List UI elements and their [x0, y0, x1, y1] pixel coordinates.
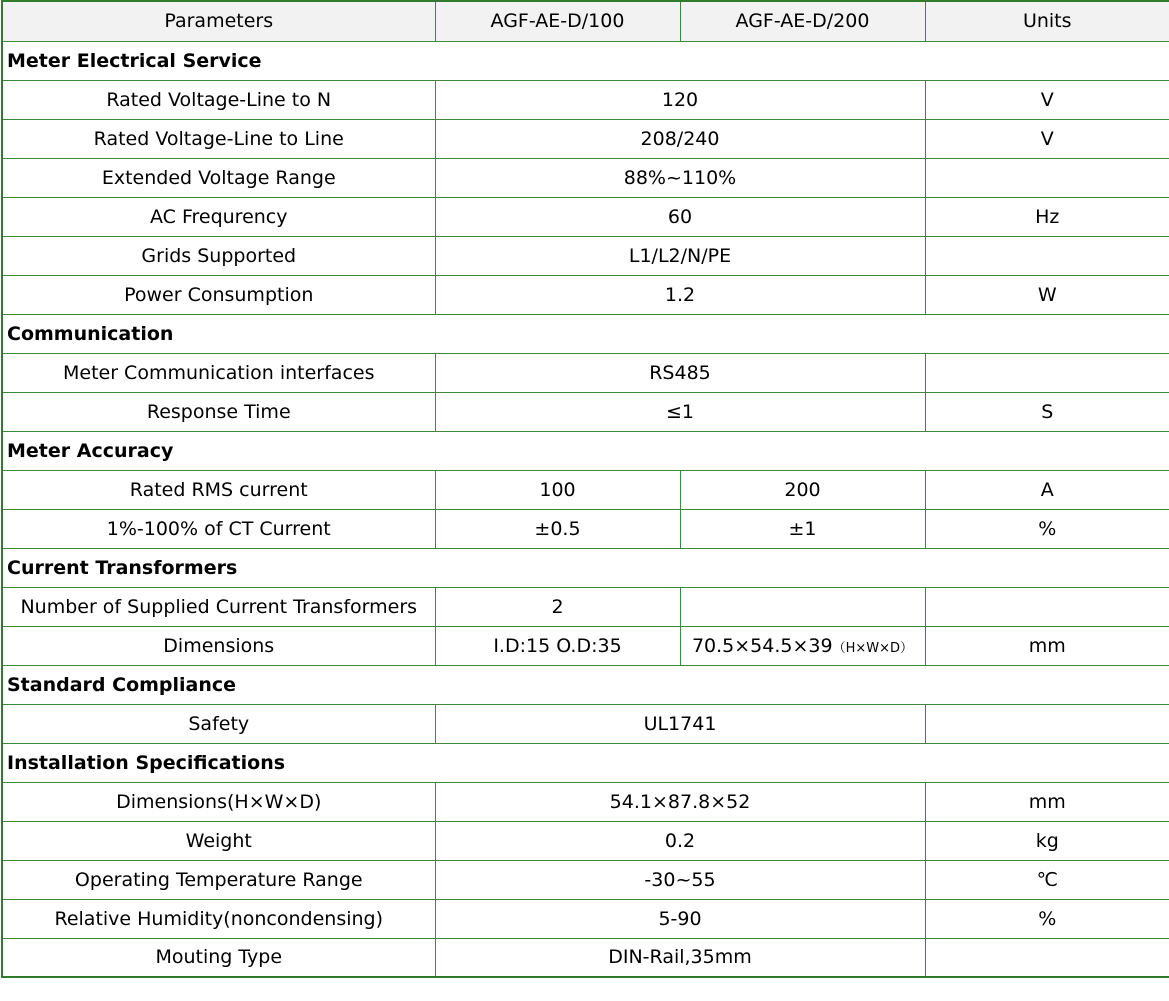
unit-cell: kg	[925, 821, 1169, 860]
unit-cell	[925, 236, 1169, 275]
table-row	[2, 197, 1169, 236]
param-cell: Relative Humidity(noncondensing)	[2, 899, 435, 938]
table-row	[2, 353, 1169, 392]
value-cell: -30~55	[435, 860, 925, 899]
value-cell: 0.2	[435, 821, 925, 860]
param-cell: Rated Voltage-Line to N	[2, 80, 435, 119]
spec-table	[1, 0, 1169, 978]
header-units: Units	[925, 1, 1169, 41]
table-row	[2, 158, 1169, 197]
value-cell: ≤1	[435, 392, 925, 431]
unit-cell: ℃	[925, 860, 1169, 899]
value-cell-100: 100	[435, 470, 680, 509]
param-cell: Rated RMS current	[2, 470, 435, 509]
section-row	[2, 665, 1169, 704]
value-cell-200: ±1	[680, 509, 925, 548]
param-cell: AC Frequrency	[2, 197, 435, 236]
value-cell: 60	[435, 197, 925, 236]
unit-cell: W	[925, 275, 1169, 314]
unit-cell: mm	[925, 626, 1169, 665]
param-cell: Safety	[2, 704, 435, 743]
value-cell-200	[680, 587, 925, 626]
section-title-communication: Communication	[2, 314, 1169, 353]
value-cell: 54.1×87.8×52	[435, 782, 925, 821]
ct-dimension-value: 70.5×54.5×39	[691, 634, 833, 657]
section-title-electrical: Meter Electrical Service	[2, 41, 1169, 80]
value-cell: UL1741	[435, 704, 925, 743]
ct-dimension-note: （H×W×D）	[832, 640, 914, 656]
table-row	[2, 782, 1169, 821]
param-cell: Dimensions(H×W×D)	[2, 782, 435, 821]
header-parameters: Parameters	[2, 1, 435, 41]
table-row	[2, 119, 1169, 158]
table-row	[2, 860, 1169, 899]
param-cell: Response Time	[2, 392, 435, 431]
param-cell: Extended Voltage Range	[2, 158, 435, 197]
table-row	[2, 821, 1169, 860]
section-title-ct: Current Transformers	[2, 548, 1169, 587]
table-row	[2, 626, 1169, 665]
param-cell: Meter Communication interfaces	[2, 353, 435, 392]
section-title-installation: Installation Specifications	[2, 743, 1169, 782]
section-row	[2, 743, 1169, 782]
unit-cell: A	[925, 470, 1169, 509]
section-row	[2, 548, 1169, 587]
header-model-200: AGF-AE-D/200	[680, 1, 925, 41]
unit-cell: %	[925, 509, 1169, 548]
param-cell: Grids Supported	[2, 236, 435, 275]
header-model-100: AGF-AE-D/100	[435, 1, 680, 41]
table-row	[2, 392, 1169, 431]
value-cell: L1/L2/N/PE	[435, 236, 925, 275]
value-cell: 1.2	[435, 275, 925, 314]
value-cell: 120	[435, 80, 925, 119]
unit-cell: %	[925, 899, 1169, 938]
table-row	[2, 275, 1169, 314]
table-row	[2, 236, 1169, 275]
value-cell: DIN-Rail,35mm	[435, 938, 925, 977]
param-cell: Weight	[2, 821, 435, 860]
unit-cell: Hz	[925, 197, 1169, 236]
param-cell: 1%-100% of CT Current	[2, 509, 435, 548]
param-cell: Rated Voltage-Line to Line	[2, 119, 435, 158]
value-cell: 5-90	[435, 899, 925, 938]
value-cell: 208/240	[435, 119, 925, 158]
unit-cell: mm	[925, 782, 1169, 821]
table-row	[2, 938, 1169, 977]
unit-cell: V	[925, 80, 1169, 119]
value-cell-100: 2	[435, 587, 680, 626]
value-cell-100: ±0.5	[435, 509, 680, 548]
table-row	[2, 587, 1169, 626]
section-row	[2, 314, 1169, 353]
value-cell-100: I.D:15 O.D:35	[435, 626, 680, 665]
unit-cell	[925, 938, 1169, 977]
param-cell: Mouting Type	[2, 938, 435, 977]
value-cell-200: 200	[680, 470, 925, 509]
table-row	[2, 509, 1169, 548]
unit-cell: V	[925, 119, 1169, 158]
value-cell-200	[680, 626, 925, 665]
section-row	[2, 41, 1169, 80]
value-cell: 88%~110%	[435, 158, 925, 197]
param-cell: Operating Temperature Range	[2, 860, 435, 899]
unit-cell: S	[925, 392, 1169, 431]
unit-cell	[925, 158, 1169, 197]
param-cell: Dimensions	[2, 626, 435, 665]
param-cell: Power Consumption	[2, 275, 435, 314]
section-title-compliance: Standard Compliance	[2, 665, 1169, 704]
param-cell: Number of Supplied Current Transformers	[2, 587, 435, 626]
section-title-accuracy: Meter Accuracy	[2, 431, 1169, 470]
table-row	[2, 704, 1169, 743]
table-row	[2, 80, 1169, 119]
unit-cell	[925, 704, 1169, 743]
table-row	[2, 899, 1169, 938]
unit-cell	[925, 587, 1169, 626]
table-row	[2, 470, 1169, 509]
unit-cell	[925, 353, 1169, 392]
header-row	[2, 1, 1169, 41]
section-row	[2, 431, 1169, 470]
value-cell: RS485	[435, 353, 925, 392]
